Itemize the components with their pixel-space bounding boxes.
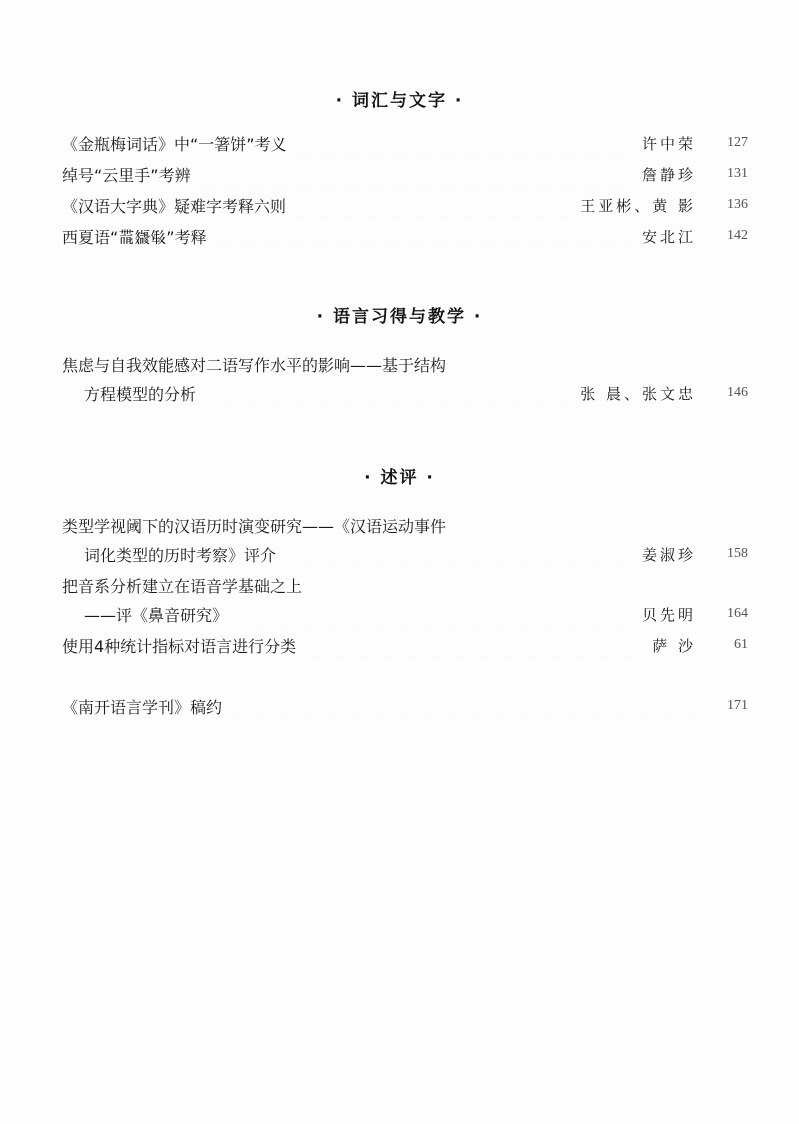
section-title-review: · 述评 · (364, 468, 435, 488)
entry-title-line1[interactable]: 把音系分析建立在语音学基础之上 (62, 576, 303, 596)
toc-entry[interactable] (84, 381, 748, 405)
dot-leader (284, 542, 634, 566)
entry-title-line1[interactable]: 类型学视阈下的汉语历时演变研究——《汉语运动事件 (62, 516, 447, 536)
dot-leader (215, 224, 634, 248)
entry-author: 詹静珍 (641, 165, 696, 184)
toc-entry[interactable] (62, 193, 748, 217)
dot-leader (204, 381, 572, 405)
entry-title: 西夏语“𗶹𗿼𘓐”考释 (62, 227, 207, 247)
toc-entry-submission-guidelines[interactable] (62, 694, 748, 718)
entry-page-number: 136 (727, 197, 748, 212)
toc-entry[interactable] (84, 602, 748, 626)
entry-title: 方程模型的分析 (84, 384, 197, 404)
entry-author: 张 晨、张文忠 (580, 384, 696, 403)
entry-title: 《金瓶梅词话》中“一箸饼”考义 (62, 134, 287, 154)
entry-title: 使用4种统计指标对语言进行分类 (62, 636, 297, 656)
entry-title: 绰号“云里手”考辨 (62, 165, 191, 185)
toc-entry[interactable] (62, 162, 748, 186)
entry-author: 贝先明 (641, 605, 696, 624)
entry-author: 王亚彬、黄 影 (580, 196, 696, 215)
entry-title: 《南开语言学刊》稿约 (62, 697, 223, 717)
entry-page-number: 171 (727, 698, 748, 713)
entry-title: 词化类型的历时考察》评介 (84, 545, 277, 565)
entry-title: ——评《鼻音研究》 (84, 605, 229, 625)
entry-author: 萨 沙 (652, 636, 696, 655)
entry-page-number: 146 (727, 385, 748, 400)
toc-entry[interactable] (84, 542, 748, 566)
section-title-acquisition: · 语言习得与教学 · (316, 307, 483, 327)
entry-page-number: 158 (727, 546, 748, 561)
dot-leader (295, 131, 634, 155)
dot-leader (230, 694, 706, 718)
entry-page-number: 127 (727, 135, 748, 150)
toc-entry[interactable] (62, 633, 748, 657)
toc-entry[interactable] (62, 131, 748, 155)
section-title-vocabulary: · 词汇与文字 · (335, 91, 464, 111)
entry-title: 《汉语大字典》疑难字考释六则 (62, 196, 287, 216)
entry-page-number: 164 (727, 606, 748, 621)
entry-author: 许中荣 (641, 134, 696, 153)
toc-entry[interactable] (62, 224, 748, 248)
entry-title-line1[interactable]: 焦虑与自我效能感对二语写作水平的影响——基于结构 (62, 355, 447, 375)
dot-leader (199, 162, 634, 186)
dot-leader (236, 602, 634, 626)
entry-page-number: 61 (734, 637, 748, 652)
dot-leader (304, 633, 644, 657)
entry-author: 姜淑珍 (641, 545, 696, 564)
entry-page-number: 131 (727, 166, 748, 181)
entry-page-number: 142 (727, 228, 748, 243)
entry-author: 安北江 (641, 227, 696, 246)
dot-leader (294, 193, 572, 217)
